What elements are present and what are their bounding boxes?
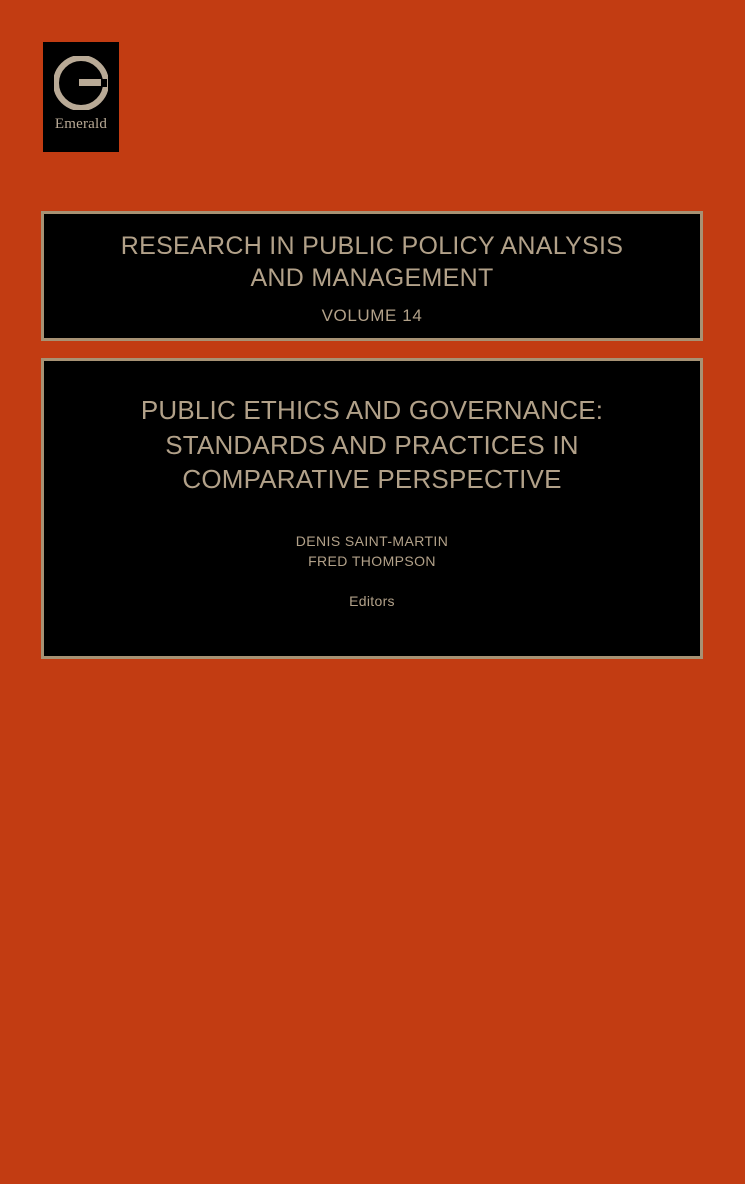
editors-label: Editors [349,593,395,610]
series-panel [41,211,703,341]
book-title-line-3: COMPARATIVE PERSPECTIVE [182,464,562,495]
emerald-e-logo-icon [54,56,108,110]
editor-name: DENIS SAINT-MARTIN [295,532,449,549]
book-title-line-1: PUBLIC ETHICS AND GOVERNANCE: [140,395,604,425]
publisher-name: Emerald [54,116,108,132]
book-title [74,393,670,497]
series-volume: VOLUME 14 [321,306,423,325]
series-title-line-2: AND MANAGEMENT [250,264,494,292]
book-title-line-2: STANDARDS AND PRACTICES IN [165,429,579,460]
series-title-line-1: RESEARCH IN PUBLIC POLICY ANALYSIS [120,232,624,260]
series-title [68,230,676,294]
editor-name: FRED THOMPSON [308,553,436,570]
publisher-logo [43,42,119,152]
title-panel [41,358,703,659]
editor-list [74,531,670,572]
